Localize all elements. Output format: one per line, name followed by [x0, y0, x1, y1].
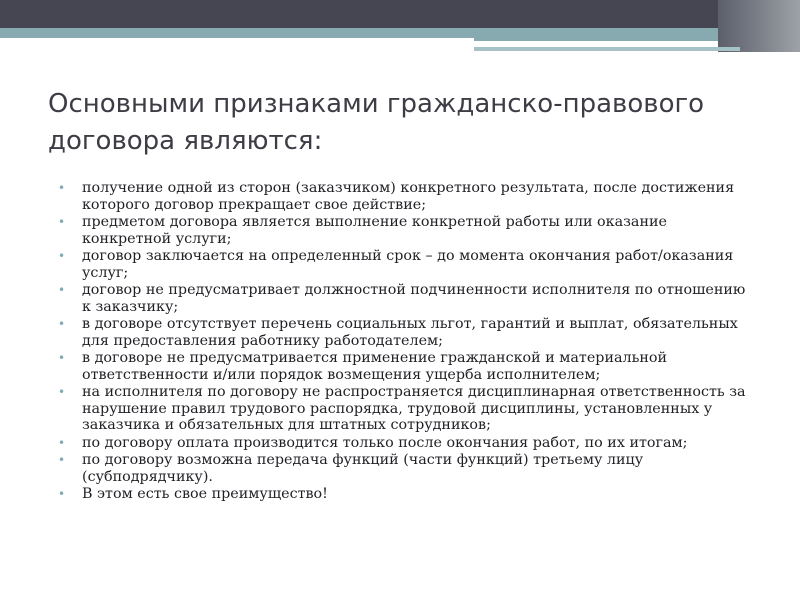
header-teal-line	[474, 38, 718, 41]
list-item	[58, 316, 758, 349]
list-item-text: получение одной из сторон (заказчиком) конкретного результата, после достижения которого договор прекращает свое действие;	[82, 180, 735, 213]
bullet-icon: •	[58, 249, 66, 263]
list-item-text: в договоре отсутствует перечень социальных льгот, гарантий и выплат, обязательных для предоставления работнику работодателем;	[82, 316, 738, 349]
header-teal-line-light	[474, 47, 740, 51]
bullet-icon: •	[58, 215, 66, 229]
list-item-text: В этом есть свое преимущество!	[82, 486, 328, 502]
list-item	[58, 452, 758, 485]
bullet-icon: •	[58, 181, 66, 195]
list-item	[58, 350, 758, 383]
header-dark-bar	[0, 0, 800, 28]
list-item-text: в договоре не предусматривается применение гражданской и материальной ответственности и/или порядок возмещения ущерба исполнителем;	[82, 350, 668, 383]
slide-title-line-1: Основными признаками гражданско-правового	[48, 89, 705, 119]
bullet-icon: •	[58, 435, 66, 450]
list-item-text: договор не предусматривает должностной подчиненности исполнителя по отношению к заказчику;	[82, 282, 746, 315]
header-corner-gradient	[718, 0, 800, 52]
list-item	[58, 282, 758, 315]
list-item	[58, 180, 758, 213]
list-item	[58, 435, 758, 452]
bullet-icon: •	[58, 317, 66, 331]
bullet-icon: •	[58, 283, 66, 297]
list-item	[58, 214, 758, 247]
list-item-text: предметом договора является выполнение конкретной работы или оказание конкретной услуги;	[82, 214, 667, 247]
bullet-icon: •	[58, 351, 66, 365]
header-teal-band	[0, 28, 718, 38]
list-item-text: договор заключается на определенный срок – до момента окончания работ/оказания услуг;	[82, 248, 734, 281]
list-item	[58, 486, 758, 503]
list-item-text: по договору оплата производится только после окончания работ, по их итогам;	[82, 434, 688, 451]
bullet-icon: •	[58, 385, 66, 399]
bullet-icon: •	[58, 487, 66, 501]
bullet-list	[58, 180, 758, 504]
list-item-text: на исполнителя по договору не распространяется дисциплинарная ответственность за нарушение правил трудового распорядка, трудовой дисциплины, установленных у заказчика и обязательных для штатных сотрудников;	[82, 384, 746, 433]
slide-title-line-2: договора являются:	[48, 126, 323, 156]
list-item-text: по договору возможна передача функций (части функций) третьему лицу (субподрядчику).	[82, 452, 644, 485]
list-item	[58, 248, 758, 281]
bullet-icon: •	[58, 453, 66, 467]
slide-title	[48, 86, 748, 160]
list-item	[58, 384, 758, 434]
